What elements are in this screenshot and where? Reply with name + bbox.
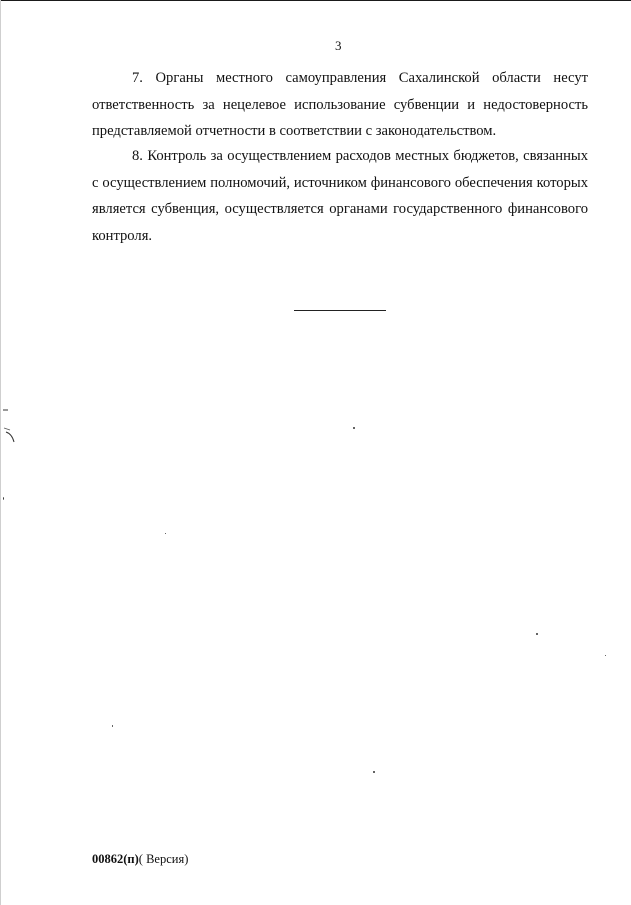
- paragraph-8-number: 8.: [132, 148, 143, 164]
- scan-speck: [3, 497, 4, 500]
- scan-speck: [536, 633, 538, 635]
- scan-speck: [353, 427, 355, 429]
- document-code-number: 00862(п): [92, 852, 139, 866]
- scan-speck: [605, 655, 606, 656]
- left-edge-line: [0, 0, 1, 905]
- scan-speck: [165, 533, 166, 534]
- paragraph-8: [92, 143, 588, 249]
- paragraph-8-text: Контроль за осуществлением расходов местных бюджетов, связанных с осуществлением полномочий, источником финансового обеспечения которых является субвенция, осуществляется органами государственного финансового контроля.: [92, 148, 588, 244]
- scan-speck: [373, 771, 375, 773]
- document-version: ( Версия): [138, 852, 189, 866]
- page-number: 3: [335, 38, 342, 53]
- scan-speck: [112, 725, 113, 727]
- paragraph-7-number: 7.: [132, 70, 143, 86]
- document-code: [92, 851, 188, 867]
- end-separator-line: [294, 310, 386, 311]
- top-edge-line: [0, 0, 631, 1]
- paragraph-7: [92, 65, 588, 145]
- scan-mark-icon: [2, 408, 18, 444]
- paragraph-7-text: Органы местного самоуправления Сахалинской области несут ответственность за нецелевое использование субвенции и недостоверность представляемой отчетности в соответствии с законодательством.: [92, 70, 588, 139]
